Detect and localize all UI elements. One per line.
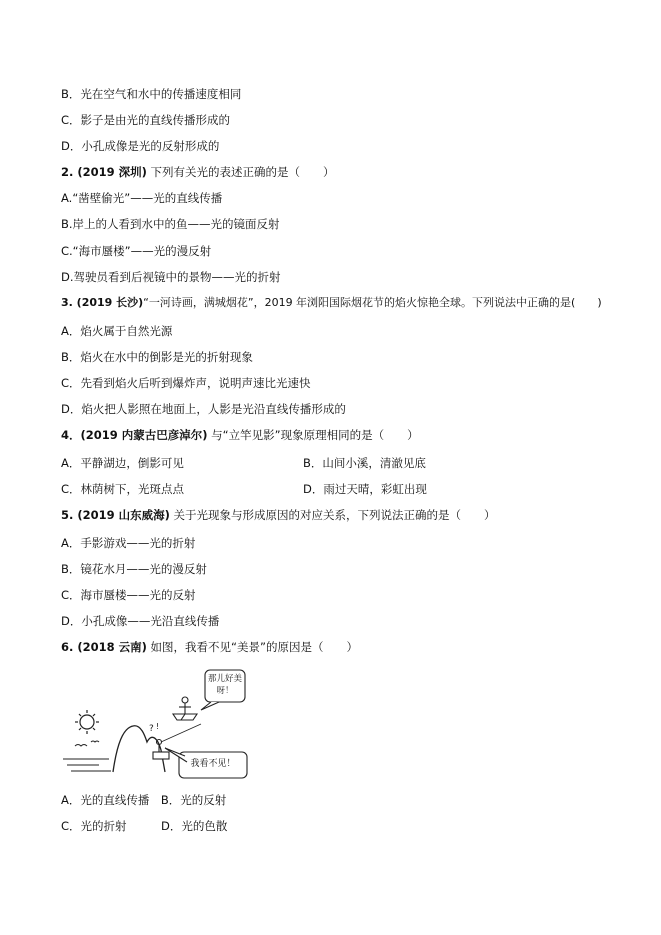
mountain-shape xyxy=(113,726,165,772)
q4-option-a: A．平静湖边，倒影可见 xyxy=(61,456,184,470)
question-5-text: 关于光现象与形成原因的对应关系，下列说法正确的是（ ） xyxy=(169,508,496,522)
question-4-text: 与“立竿见影”现象原理相同的是（ ） xyxy=(207,428,419,442)
speech-bubble-bottom xyxy=(165,748,247,778)
q3-option-b: B．焰火在水中的倒影是光的折射现象 xyxy=(61,350,253,364)
line-c: C．影子是由光的直线传播形成的 xyxy=(61,113,231,127)
q3-option-c: C．先看到焰火后听到爆炸声，说明声速比光速快 xyxy=(61,376,311,390)
question-3-text: “一河诗画，满城烟花”，2019 年浏阳国际烟花节的焰火惊艳全球。下列说法中正确的是( ) xyxy=(143,296,602,309)
q5-option-a: A．手影游戏——光的折射 xyxy=(61,536,196,550)
q5-option-b: B．镜花水月——光的漫反射 xyxy=(61,562,207,576)
speech-bubble-top xyxy=(201,670,245,710)
q5-option-c: C．海市蜃楼——光的反射 xyxy=(61,588,196,602)
question-6-stem xyxy=(61,639,358,655)
question-4-source: 4．(2019 内蒙古巴彦淖尔) xyxy=(61,428,208,442)
question-2-text: 下列有关光的表述正确的是（ ） xyxy=(146,165,335,179)
q6-option-cd: C．光的折射 D．光的色散 xyxy=(61,819,228,833)
line-d: D．小孔成像是光的反射形成的 xyxy=(61,139,220,153)
q5-option-d: D．小孔成像——光沿直线传播 xyxy=(61,614,220,628)
question-6-text: 如图，我看不见“美景”的原因是（ ） xyxy=(146,640,358,654)
q2-option-c: C.“海市蜃楼”——光的漫反射 xyxy=(61,244,212,258)
question-6-source: 6. (2018 云南) xyxy=(61,640,147,654)
bubble-bottom-text: 我看不见！ xyxy=(190,759,236,769)
q6-option-ab: A．光的直线传播 B．光的反射 xyxy=(61,793,227,807)
question-5-stem xyxy=(61,507,496,523)
question-2-stem xyxy=(61,164,335,180)
q2-option-a: A.“凿壁偷光”——光的直线传播 xyxy=(61,191,223,205)
svg-text:!: ! xyxy=(156,722,160,731)
q4-option-c: C．林荫树下，光斑点点 xyxy=(61,482,185,496)
q3-option-d: D．焰火把人影照在地面上，人影是光沿直线传播形成的 xyxy=(61,402,346,416)
question-3-source: 3. (2019 长沙) xyxy=(61,296,144,309)
water-lines xyxy=(63,759,111,771)
question-3-stem xyxy=(61,295,602,311)
q4-option-b: B．山间小溪，清澈见底 xyxy=(303,456,426,470)
bubble-top-text: 那儿好美呀！ xyxy=(207,674,242,696)
sight-line xyxy=(161,724,201,742)
boat-person-top xyxy=(173,697,197,720)
q2-option-b: B.岸上的人看到水中的鱼——光的镜面反射 xyxy=(61,217,280,231)
mountain-illustration xyxy=(61,664,261,784)
question-4-stem xyxy=(61,427,419,443)
q4-option-d: D．雨过天晴，彩虹出现 xyxy=(303,482,427,496)
question-2-source: 2. (2019 深圳) xyxy=(61,165,147,179)
line-b: B．光在空气和水中的传播速度相同 xyxy=(61,87,242,101)
svg-text:?: ? xyxy=(149,724,154,734)
q3-option-a: A．焰火属于自然光源 xyxy=(61,324,173,338)
birds-icon xyxy=(75,741,99,746)
sun-icon xyxy=(75,710,99,734)
q2-option-d: D.驾驶员看到后视镜中的景物——光的折射 xyxy=(61,270,281,284)
question-5-source: 5. (2019 山东威海) xyxy=(61,508,170,522)
